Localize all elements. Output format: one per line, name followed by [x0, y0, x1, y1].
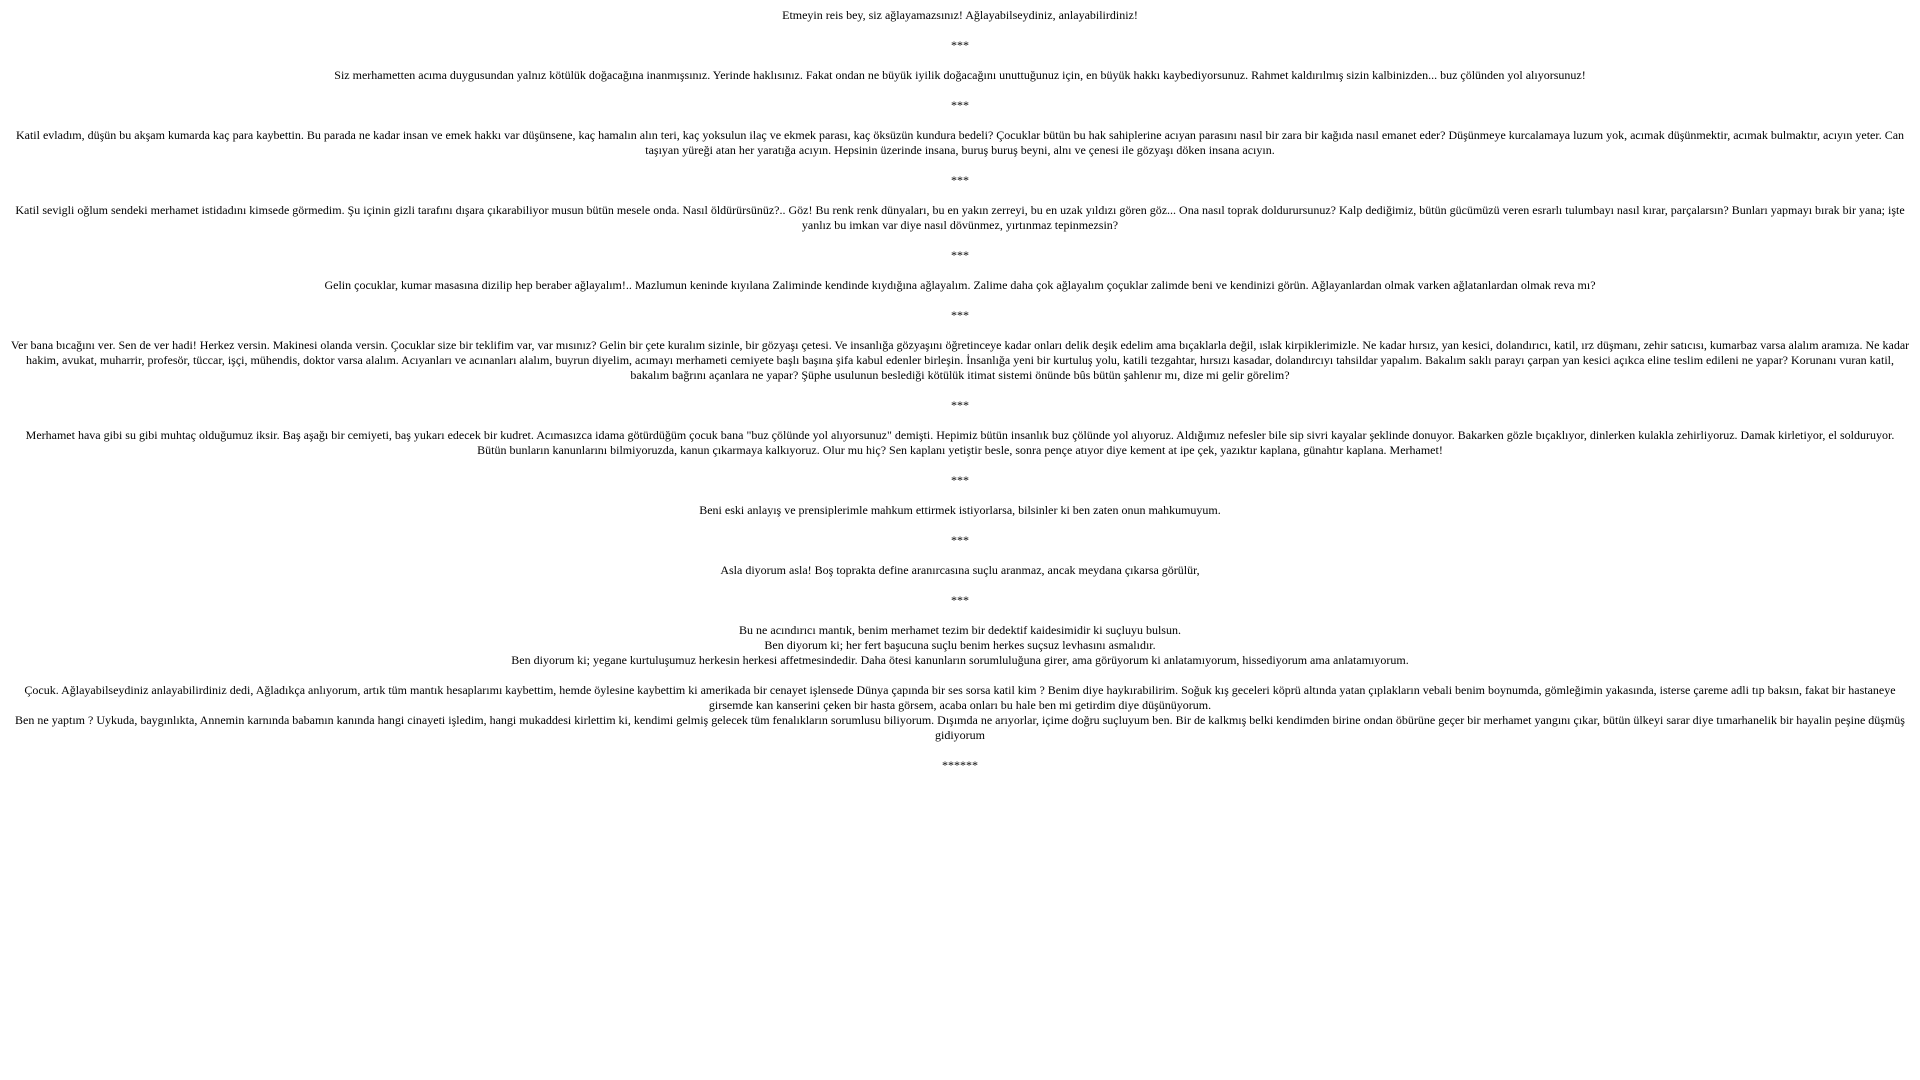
section-separator: ***: [951, 533, 969, 547]
paragraph: Merhamet hava gibi su gibi muhtaç olduğumuz iksir. Baş aşağı bir cemiyeti, baş yukarı edecek bir kudret. Acımasızca idama götürdüğüm çocuk bana "buz çölünde yol alıyorsunuz" demişti. Hepimiz bütün insanlık buz çölünde yol alıyoruz. Aldığımız nefesler bile sip sivri kayalar şeklinde donuyor. Bakarken gözle bıçaklıyor, dinlerken kulakla zehirliyoruz. Damak kirletiyor, el solduruyor. Bütün bunların kanunlarını bilmiyoruzda, kanun çıkarmaya kalkıyoruz. Olur mu hiç? Sen kaplanı yetiştir besle, sonra pençe atıyor diye kement at ipe çek, yazıktır kaplana, günahtır kaplana. Merhamet!: [25, 428, 1895, 457]
section-separator: ***: [951, 98, 969, 112]
paragraph: Beni eski anlayış ve prensiplerimle mahkum ettirmek istiyorlarsa, bilsinler ki ben zaten onun mahkumuyum.: [699, 503, 1221, 517]
section-separator: ***: [951, 248, 969, 262]
paragraph: Gelin çocuklar, kumar masasına dizilip hep beraber ağlayalım!.. Mazlumun keninde kıyılana Zaliminde kendinde kıydığına ağlayalım. Zalime daha çok ağlayalım çoçuklar zalimde beni ve kendinizi görün. Ağlayanlardan olmak varken ağlatanlardan olmak reva mı?: [324, 278, 1596, 292]
section-separator: ***: [951, 398, 969, 412]
section-separator: ***: [951, 473, 969, 487]
paragraph: Asla diyorum asla! Boş toprakta define aranırcasına suçlu aranmaz, ancak meydana çıkarsa görülür,: [720, 563, 1200, 577]
paragraph-line: Bu ne acındırıcı mantık, benim merhamet tezim bir dedektif kaidesimidir ki suçluyu bulsun.: [739, 623, 1181, 637]
paragraph-line: Ben diyorum ki; yegane kurtuluşumuz herkesin herkesi affetmesindedir. Daha ötesi kanunların sorumluluğuna girer, ama görüyorum ki anlatamıyorum, hissediyorum ama anlatamıyorum.: [511, 653, 1409, 667]
paragraph: Ver bana bıcağını ver. Sen de ver hadi! Herkez versin. Makinesi olanda versin. Çocuklar size bir teklifim var, var mısınız? Gelin bir çete kuralım sizinle, bir gözyaşı çetesi. Ve insanlığa gözyaşını öğretinceye kadar onları delik deşik edelim ama bıçaklarla değil, ıslak kirpiklerimizle. Ne kadar hırsız, yan kesici, dolandırıcı, katil, ırz düşmanı, zehir satıcısı, kumarbaz varsa alalım aramıza. Ne kadar hakim, avukat, muharrir, profesör, tüccar, işçi, mühendis, doktor varsa alalım. Acıyanları ve acınanları alalım, buyrun diyelim, acımayı merhameti cemiyete başlı başına şifa kabul edenler birleşin. İnsanlığa yeni bir kurtuluş yolu, katili tezgahtar, hırsızı kasadar, dolandırcıyı tahsildar yapalım. Bakalım saklı parayı çarpan yan kesici açıkca eline teslim edileni ne yapar? Korunanı vuran katil, bakalım bağrını açanlara ne yapar? Şüphe usulunun beslediği kötülük itimat sistemi önünde bûs bütün şahlenır mı, dize mi gelir görelim?: [10, 338, 1910, 382]
paragraph-line: Ben diyorum ki; her fert başucuna suçlu benim herkes suçsuz levhasını asmalıdır.: [764, 638, 1156, 652]
paragraph-line: Çocuk. Ağlayabilseydiniz anlayabilirdiniz dedi, Ağladıkça anlıyorum, artık tüm mantık hesaplarımı kaybettim, hemde öylesine kaybettim ki amerikada bir cenayet işlensede Dünya çapında bir ses sorsa katil kim ? Benim diye haykırabilirim. Soğuk kış geceleri köprü altında yatan çıplakların vebali benim boynumda, gömleğimin yakasında, isterse çareme adli tıp baksın, fakat bir hastaneye girsemde kan kanserini çeken bir hasta görsem, acaba onları bu hale ben mi getirdim diye düşünüyorum.: [24, 683, 1896, 712]
paragraph: Siz merhametten acıma duygusundan yalnız kötülük doğacağına inanmışsınız. Yerinde haklısınız. Fakat ondan ne büyük iyilik doğacağını unuttuğunuz için, en büyük hakkı kaybediyorsunuz. Rahmet kaldırılmış sizin kalbinizden... buz çölünden yol alıyorsunuz!: [334, 68, 1586, 82]
section-separator: ***: [951, 593, 969, 607]
section-separator: ***: [951, 38, 969, 52]
paragraph: Katil sevigli oğlum sendeki merhamet istidadını kimsede görmedim. Şu içinin gizli tarafını dışara çıkarabiliyor musun bütün mesele onda. Nasıl öldürürsünüz?.. Göz! Bu renk renk dünyaları, bu en yakın zerreyi, bu en uzak yıldızı gören göz... Ona nasıl toprak doldurursunuz? Kalp dediğimiz, bütün gücümüzü veren esrarlı tulumbayı nasıl kırar, parçalarsın? Bunları yapmayı bırak bir yana; işte yanlız bu imkan var diye nasıl dövünmez, yırtınmaz tepinmezsin?: [15, 203, 1905, 232]
paragraph-group-cocuk: [10, 683, 1910, 743]
paragraph: Etmeyin reis bey, siz ağlayamazsınız! Ağlayabilseydiniz, anlayabilirdiniz!: [782, 8, 1138, 22]
paragraph-line: Ben ne yaptım ? Uykuda, baygınlıkta, Annemin karnında babamın kanında hangi cinayeti işledim, hangi mukaddesi kirlettim ki, kendimi gelmiş gelecek tüm fenalıkların sorumlusu biliyorum. Dışımda ne arıyorlar, içime doğru suçluyum ben. Bir de kalkmış belki kendimden birine ondan öbürüne geçer bir merhamet yangını çıkar, bütün ülkeyi sarar diye tımarhanelik bir hayalin peşine düşmüş gidiyorum: [15, 713, 1905, 742]
paragraph-group-mantik: [10, 623, 1910, 668]
section-separator: ***: [951, 308, 969, 322]
end-separator: ******: [942, 758, 978, 772]
document-body: [10, 8, 1910, 608]
section-separator: ***: [951, 173, 969, 187]
paragraph: Katil evladım, düşün bu akşam kumarda kaç para kaybettin. Bu parada ne kadar insan ve emek hakkı var düşünsene, kaç hamalın alın teri, kaç yoksulun ilaç ve ekmek parası, kaç öksüzün kundura bedeli? Çocuklar bütün bu hak sahiplerine acıyan parasını nasıl bir zara bir kağıda nasıl emanet eder? Düşünmeye kurcalamaya luzum yok, acımak düşünmektir, acımak bulmaktır, acıyın yeter. Can taşıyan yüreği atan her yaratığa acıyın. Hepsinin üzerinde insana, buruş buruş beyni, alnı ve çenesi ile gözyaşı döken insana acıyın.: [15, 128, 1905, 157]
